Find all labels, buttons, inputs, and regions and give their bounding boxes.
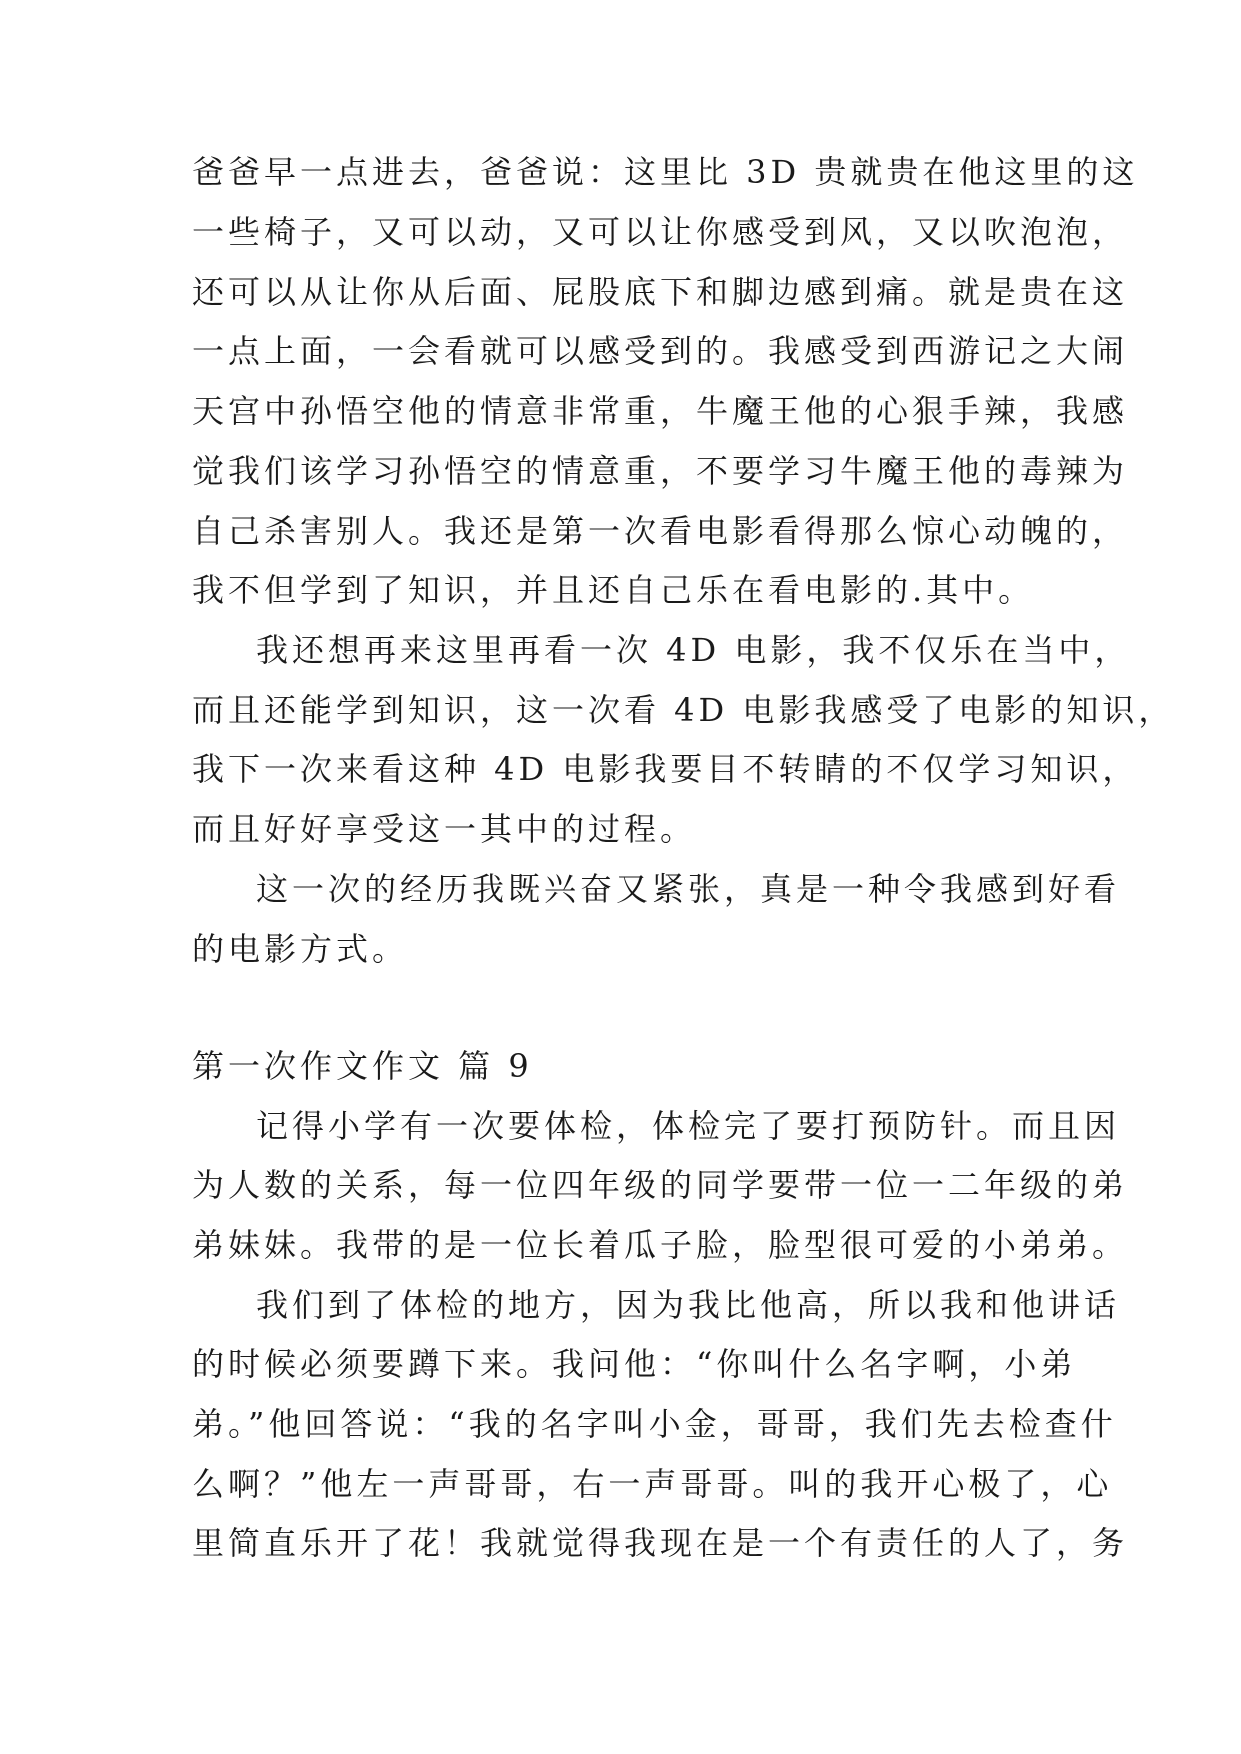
text-line: 还可以从让你从后面、屁股底下和脚边感到痛。就是贵在这: [192, 273, 1129, 311]
text-line: 的电影方式。: [192, 930, 409, 968]
paragraph-start: 这一次的经历我既兴奋又紧张，真是一种令我感到好看: [256, 870, 1121, 908]
paragraph-start: 我们到了体检的地方，因为我比他高，所以我和他讲话: [256, 1286, 1121, 1324]
text-line: 的时候必须要蹲下来。我问他：“你叫什么名字啊，小弟: [192, 1345, 1077, 1383]
text-line: 而且还能学到知识，这一次看 4D 电影我感受了电影的知识，: [192, 691, 1175, 729]
text-line: 我不但学到了知识，并且还自己乐在看电影的.其中。: [192, 571, 1035, 609]
text-line: 一些椅子，又可以动，又可以让你感受到风，又以吹泡泡，: [192, 213, 1129, 251]
text-line: 弟妹妹。我带的是一位长着瓜子脸，脸型很可爱的小弟弟。: [192, 1226, 1129, 1264]
text-line: 么啊？”他左一声哥哥，右一声哥哥。叫的我开心极了，心: [192, 1465, 1113, 1503]
text-line: 为人数的关系，每一位四年级的同学要带一位一二年级的弟: [192, 1166, 1129, 1204]
text-line: 爸爸早一点进去，爸爸说：这里比 3D 贵就贵在他这里的这: [192, 153, 1139, 191]
text-line: 我下一次来看这种 4D 电影我要目不转睛的不仅学习知识，: [192, 750, 1139, 788]
text-line: 里简直乐开了花！我就觉得我现在是一个有责任的人了，务: [192, 1524, 1129, 1562]
text-line: 自己杀害别人。我还是第一次看电影看得那么惊心动魄的，: [192, 512, 1129, 550]
paragraph-start: 记得小学有一次要体检，体检完了要打预防针。而且因: [256, 1107, 1121, 1145]
text-line: 天宫中孙悟空他的情意非常重，牛魔王他的心狠手辣，我感: [192, 392, 1129, 430]
text-line: 一点上面，一会看就可以感受到的。我感受到西游记之大闹: [192, 332, 1129, 370]
paragraph-start: 我还想再来这里再看一次 4D 电影，我不仅乐在当中，: [256, 631, 1131, 669]
text-line: 觉我们该学习孙悟空的情意重，不要学习牛魔王他的毒辣为: [192, 452, 1129, 490]
text-line: 弟。”他回答说：“我的名字叫小金，哥哥，我们先去检查什: [192, 1405, 1117, 1443]
section-heading: 第一次作文作文 篇 9: [192, 1047, 533, 1085]
text-line: 而且好好享受这一其中的过程。: [192, 810, 697, 848]
